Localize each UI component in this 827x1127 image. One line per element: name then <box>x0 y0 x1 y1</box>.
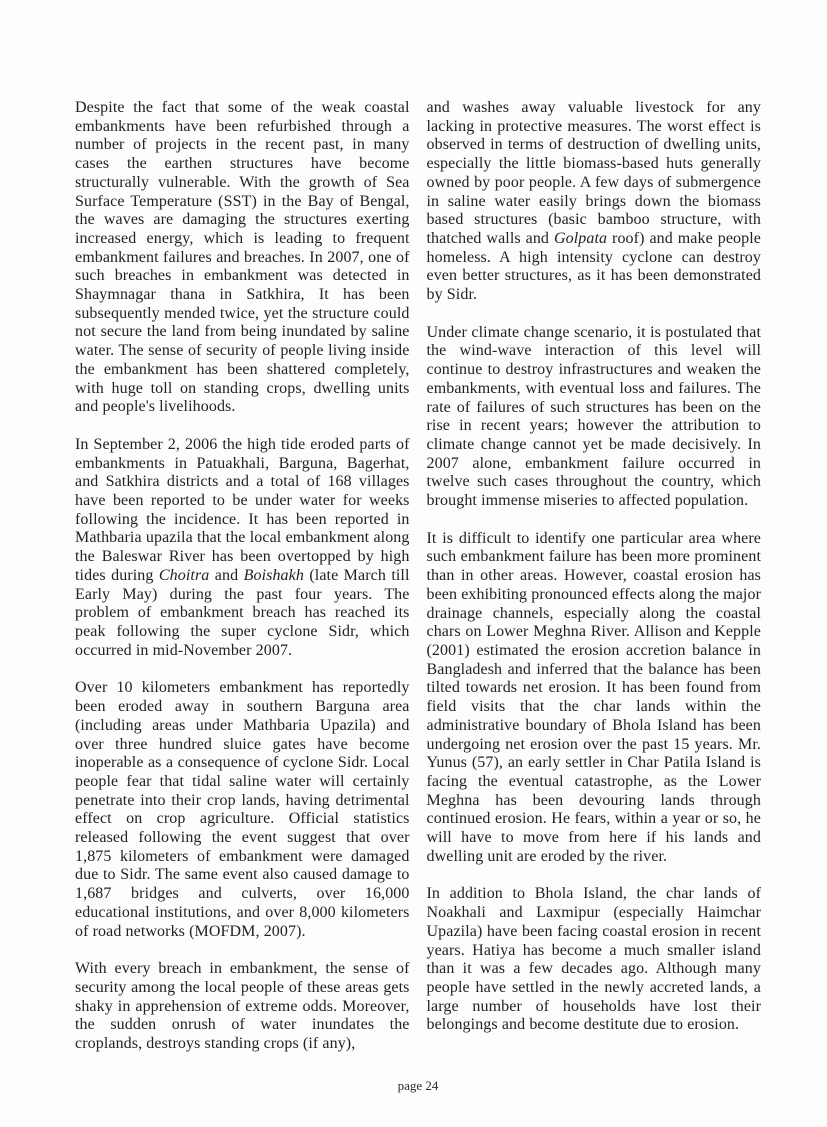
body-text: In September 2, 2006 the high tide eroded parts of embankments in Patuakhali, Barguna, Bagerhat, and Satkhira districts and a total of 168 villages have been reported to be under water for weeks following the incidence. It has been reported in Mathbaria upazila that the local embankment along the Baleswar River has been overtopped by high tides during <box>75 435 410 584</box>
italic-text: Choitra <box>158 566 210 584</box>
italic-text: Golpata <box>553 229 608 247</box>
body-text: Under climate change scenario, it is postulated that the wind-wave interaction of this level will continue to destroy infrastructures and weaken the embankments, with eventual loss and failures. The rate of failures of such structures has been on the rise in recent years; however the attribution to climate change cannot yet be made decisively. In 2007 alone, embankment failure occurred in twelve such cases throughout the country, which brought immense miseries to affected population. <box>426 323 761 510</box>
body-text: Despite the fact that some of the weak coastal embankments have been refurbished through a number of projects in the recent past, in many cases the earthen structures have become structurally vulnerable. With the growth of Sea Surface Temperature (SST) in the Bay of Bengal, the waves are damaging the structures exerting increased energy, which is leading to frequent embankment failures and breaches. In 2007, one of such breaches in embankment was detected in Shaymnagar thana in Satkhira, It has been subsequently mended twice, yet the structure could not secure the land from being inundated by saline water. The sense of security of people living inside the embankment has been shattered completely, with huge toll on standing crops, dwelling units and people's livelihoods. <box>75 99 410 416</box>
body-text: It is difficult to identify one particular area where such embankment failure has been more prominent than in other areas. However, coastal erosion has been exhibiting pronounced effects along the major drainage channels, especially along the coastal chars on Lower Meghna River. Allison and Kepple (2001) estimated the erosion accretion balance in Bangladesh and inferred that the balance has been tilted towards net erosion. It has been found from field visits that the char lands within the administrative boundary of Bhola Island has been undergoing net erosion over the past 15 years. Mr. Yunus (57), an early settler in Char Patila Island is facing the eventual catastrophe, as the Lower Meghna has been devouring lands through continued erosion. He fears, within a year or so, he will have to move from here if his lands and dwelling unit are eroded by the river. <box>426 529 761 865</box>
body-text: and washes away valuable livestock for any lacking in protective measures. The worst effect is observed in terms of destruction of dwelling units, especially the little biomass-based huts generally owned by poor people. A few days of submergence in saline water easily brings down the biomass based structures (basic bamboo structure, with thatched walls and <box>426 99 761 247</box>
right-column <box>427 99 762 1073</box>
left-column <box>75 99 410 1073</box>
paragraph <box>427 530 762 867</box>
body-text: Over 10 kilometers embankment has reportedly been eroded away in southern Barguna area (including areas under Mathbaria Upazila) and over three hundred sluice gates have become inoperable as a consequence of cyclone Sidr. Local people fear that tidal saline water will certainly penetrate into their crop lands, having detrimental effect on crop agriculture. Official statistics released following the event suggest that over 1,875 kilometers of embankment were damaged due to Sidr. The same event also caused damage to 1,687 bridges and culverts, over 16,000 educational institutions, and over 8,000 kilometers of road networks (MOFDM, 2007). <box>75 679 410 940</box>
body-text: and <box>209 566 244 584</box>
body-text: With every breach in embankment, the sense of security among the local people of these areas gets shaky in apprehension of extreme odds. Moreover, the sudden onrush of water inundates the croplands, destroys standing crops (if any), <box>75 960 410 1053</box>
paragraph <box>75 960 410 1054</box>
body-text: (late March till Early May) during the past four years. The problem of embankment breach has reached its peak following the super cyclone Sidr, which occurred in mid-November 2007. <box>75 566 410 659</box>
paragraph <box>427 99 762 305</box>
page-number: page 24 <box>397 1078 439 1093</box>
paragraph <box>427 324 762 511</box>
paragraph <box>427 885 762 1035</box>
body-text: roof) and make people homeless. A high intensity cyclone can destroy even better structures, as it has been demonstrated by Sidr. <box>426 229 761 304</box>
paragraph <box>75 679 410 941</box>
body-text: In addition to Bhola Island, the char lands of Noakhali and Laxmipur (especially Haimchar Upazila) have been facing coastal erosion in recent years. Hatiya has become a much smaller island than it was a few decades ago. Although many people have settled in the newly accreted lands, a large number of households have lost their belongings and become destitute due to erosion. <box>426 885 761 1034</box>
italic-text: Boishakh <box>243 566 304 584</box>
paragraph <box>75 436 410 660</box>
paragraph <box>75 99 410 417</box>
two-column-layout <box>75 99 761 1073</box>
